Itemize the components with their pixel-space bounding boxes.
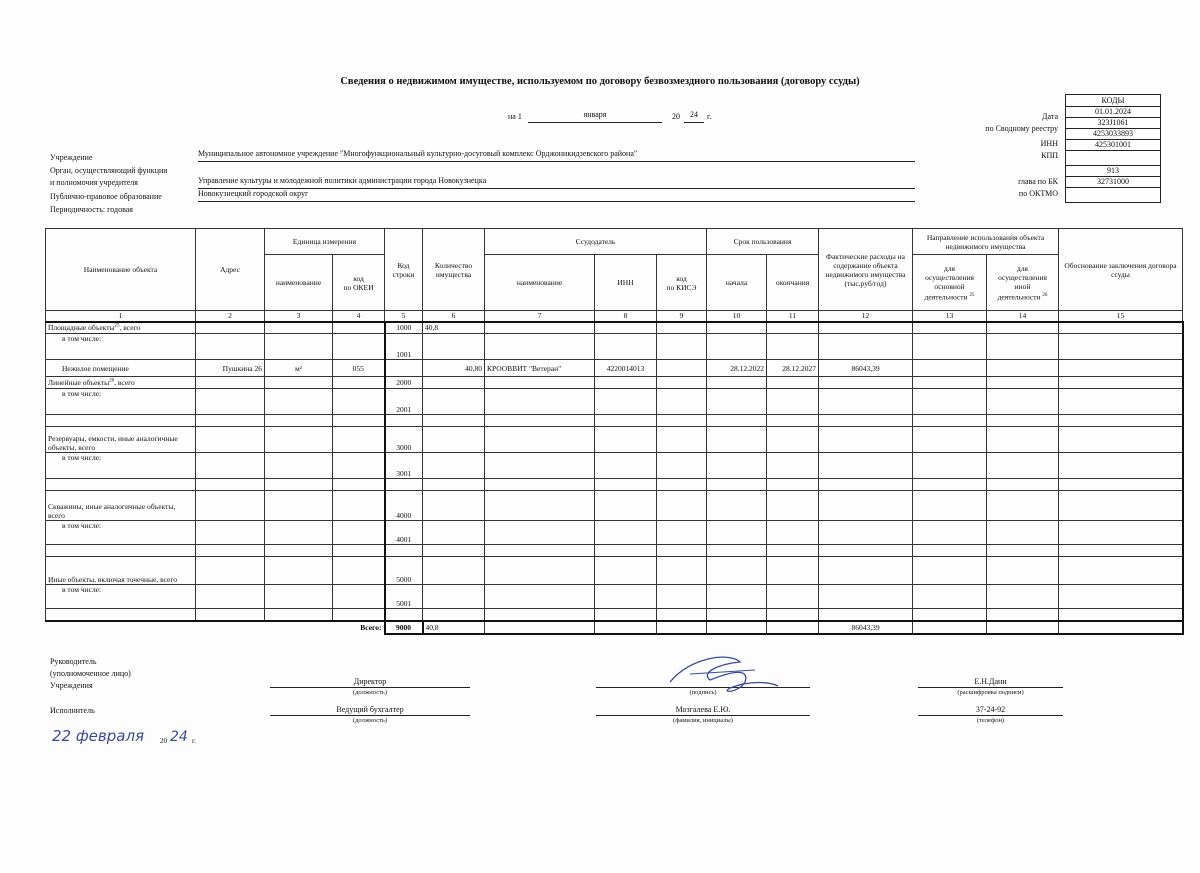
row-end: 28.12.2027 xyxy=(767,360,819,377)
row-expenses: 86043,39 xyxy=(819,360,913,377)
handwritten-date: 22 февраля xyxy=(52,727,145,745)
code-registry: 323J1061 xyxy=(1066,118,1161,129)
code-inn: 4253033893 xyxy=(1066,129,1161,140)
total-code: 9000 xyxy=(385,621,423,634)
total-expenses: 86043,39 xyxy=(819,621,913,634)
code-label-bk: глава по БК xyxy=(1018,177,1058,186)
row-code: 2000 xyxy=(385,377,423,389)
row-label-tail: , всего xyxy=(114,378,135,387)
document-title: Сведения о недвижимом имуществе, используемом по договору безвозмездного пользования (договору ссуды) xyxy=(340,76,860,87)
codes-table xyxy=(1065,94,1161,203)
row-address: Пушкина 26 xyxy=(196,360,265,377)
col-num: 10 xyxy=(707,311,767,322)
row-sup: 25 xyxy=(114,323,120,329)
col-num: 8 xyxy=(595,311,657,322)
code-label-kpp: КПП xyxy=(1041,151,1058,160)
pub-label: Публично-правовое образование xyxy=(50,192,162,201)
row-code: 4000 xyxy=(385,491,423,521)
row-label: Резервуары, емкости, иные аналогичные объекты, всего xyxy=(46,427,196,453)
row-code: 5000 xyxy=(385,557,423,585)
code-kpp: 425301001 xyxy=(1066,140,1161,151)
row-qty: 40,8 xyxy=(423,322,485,334)
row-label: Нежилое помещение xyxy=(46,360,196,377)
codes-header: КОДЫ xyxy=(1066,95,1161,107)
row-start: 28.12.2022 xyxy=(707,360,767,377)
col-num: 4 xyxy=(333,311,385,322)
handwritten-year: 24 xyxy=(170,729,188,745)
exec-name-caption: (фамилия, инициалы) xyxy=(673,717,733,724)
row-okei: 055 xyxy=(333,360,385,377)
th-term-start: начала xyxy=(707,255,767,311)
col-num: 7 xyxy=(485,311,595,322)
row-label-tail: , всего xyxy=(119,323,141,333)
date-prefix: на 1 xyxy=(508,112,522,121)
table-row xyxy=(46,389,1183,415)
col-number-row xyxy=(46,311,1183,322)
code-label-date: Дата xyxy=(1042,112,1058,121)
head-position: Директор xyxy=(353,677,387,686)
th-basis: Обоснование заключения договора ссуды xyxy=(1059,229,1183,311)
th-term-end: окончания xyxy=(767,255,819,311)
col-num: 5 xyxy=(385,311,423,322)
founder-label-1: Орган, осуществляющий функции xyxy=(50,166,168,175)
row-qty: 40,80 xyxy=(423,360,485,377)
period-label: Периодичность: годовая xyxy=(50,205,133,214)
name-caption: (расшифровка подписи) xyxy=(957,689,1024,696)
head-label-2: (уполномоченное лицо) xyxy=(50,669,131,678)
table-row xyxy=(46,491,1183,521)
founder-label-2: и полномочия учредителя xyxy=(50,178,138,187)
col-num: 1 xyxy=(46,311,196,322)
row-label: Линейные объекты xyxy=(48,378,110,387)
date-month: января xyxy=(528,110,662,123)
th-name: Наименование объекта xyxy=(46,229,196,311)
signature-caption: (подпись) xyxy=(689,689,717,696)
exec-name: Мозгалева Е.Ю. xyxy=(675,705,731,714)
exec-position: Ведущий бухгалтер xyxy=(336,705,404,714)
head-label-3: Учреждения xyxy=(50,681,93,690)
col-num: 12 xyxy=(819,311,913,322)
th-lender-name: наименование xyxy=(485,255,595,311)
property-table xyxy=(45,228,1184,635)
th-expenses: Фактические расходы на содержание объекта недвижимого имущества (тыс.руб/год) xyxy=(819,229,913,311)
th-address: Адрес xyxy=(196,229,265,311)
th-qty: Количество имущества xyxy=(423,229,485,311)
row-label: в том числе: xyxy=(46,521,196,545)
row-label: в том числе: xyxy=(46,453,196,479)
signature-mark xyxy=(660,652,790,700)
row-lender: КРООВВИТ "Ветеран" xyxy=(485,360,595,377)
total-label: Всего: xyxy=(360,623,382,632)
total-row xyxy=(46,621,1183,634)
row-label: в том числе: xyxy=(46,585,196,609)
code-bk: 913 xyxy=(1066,166,1161,177)
row-code: 1001 xyxy=(385,334,423,360)
code-oktmo: 32731000 xyxy=(1066,177,1161,188)
date-year-prefix: 20 xyxy=(672,112,680,121)
table-row xyxy=(46,557,1183,585)
th-unit-code: код по ОКЕИ xyxy=(333,255,385,311)
col-num: 6 xyxy=(423,311,485,322)
code-date: 01.01.2024 xyxy=(1066,107,1161,118)
pub-value: Новокузнецкий городской округ xyxy=(198,189,915,202)
head-name: Е.Н.Данн xyxy=(974,677,1007,686)
th-lender: Ссудодатель xyxy=(485,229,707,255)
code-label-registry: по Сводному реестру xyxy=(985,124,1058,133)
row-code: 5001 xyxy=(385,585,423,609)
code-label-oktmo: по ОКТМО xyxy=(1018,189,1058,198)
th-unit-name: наименование xyxy=(265,255,333,311)
row-label: в том числе: xyxy=(46,334,196,360)
row-code: 2001 xyxy=(385,389,423,415)
founder-value: Управление культуры и молодежной политики администрации города Новокузнецка xyxy=(198,176,915,189)
row-code xyxy=(385,360,423,377)
row-label: Иные объекты, включая точечные, всего xyxy=(46,557,196,585)
col-num: 13 xyxy=(913,311,987,322)
institution-label: Учреждение xyxy=(50,153,93,162)
row-inn: 4220014013 xyxy=(595,360,657,377)
position-caption: (должность) xyxy=(352,689,388,696)
row-code: 1000 xyxy=(385,322,423,334)
th-direction: Направление использования объекта недвижимого имущества xyxy=(913,229,1059,255)
row-label: в том числе: xyxy=(46,389,196,415)
table-row xyxy=(46,360,1183,377)
col-num: 14 xyxy=(987,311,1059,322)
row-sup: 26 xyxy=(109,378,115,384)
col-num: 9 xyxy=(657,311,707,322)
exec-label: Исполнитель xyxy=(50,706,95,715)
th-dir-main: для осуществления основной деятельности $^{25}$ xyxy=(913,255,987,311)
th-dir-other: для осуществления иной деятельности $^{26}$ xyxy=(987,255,1059,311)
table-row xyxy=(46,377,1183,389)
date-suffix: г. xyxy=(707,112,712,121)
code-empty-2 xyxy=(1066,188,1161,203)
phone-caption: (телефон) xyxy=(976,717,1005,724)
th-lender-code: код по КИСЭ xyxy=(657,255,707,311)
col-num: 2 xyxy=(196,311,265,322)
table-row xyxy=(46,585,1183,609)
head-label-1: Руководитель xyxy=(50,657,97,666)
row-code: 3000 xyxy=(385,427,423,453)
table-row xyxy=(46,427,1183,453)
table-row xyxy=(46,322,1183,334)
table-row xyxy=(46,334,1183,360)
date-year: 24 xyxy=(684,110,704,123)
row-label: Скважины, иные аналогичные объекты, всего xyxy=(46,491,196,521)
exec-phone: 37-24-92 xyxy=(975,705,1006,714)
row-unit: м² xyxy=(265,360,333,377)
th-term: Срок пользования xyxy=(707,229,819,255)
th-unit: Единица измерения xyxy=(265,229,385,255)
date-suffix-2: г. xyxy=(192,737,196,745)
col-num: 11 xyxy=(767,311,819,322)
col-num: 3 xyxy=(265,311,333,322)
exec-position-caption: (должность) xyxy=(352,717,388,724)
institution-value: Муниципальное автономное учреждение "Многофункциональный культурно-досуговый комплекс Орджоникидзевского района" xyxy=(198,149,915,162)
th-lender-inn: ИНН xyxy=(595,255,657,311)
row-code: 4001 xyxy=(385,521,423,545)
col-num: 15 xyxy=(1059,311,1183,322)
date-year-prefix-2: 20 xyxy=(160,737,167,745)
table-row xyxy=(46,453,1183,479)
table-row xyxy=(46,521,1183,545)
code-empty-1 xyxy=(1066,151,1161,166)
th-line-code: Код строки xyxy=(385,229,423,311)
row-label: Площадные объекты xyxy=(48,323,115,333)
row-code: 3001 xyxy=(385,453,423,479)
code-label-inn: ИНН xyxy=(1040,139,1058,148)
total-qty: 40,8 xyxy=(423,621,485,634)
